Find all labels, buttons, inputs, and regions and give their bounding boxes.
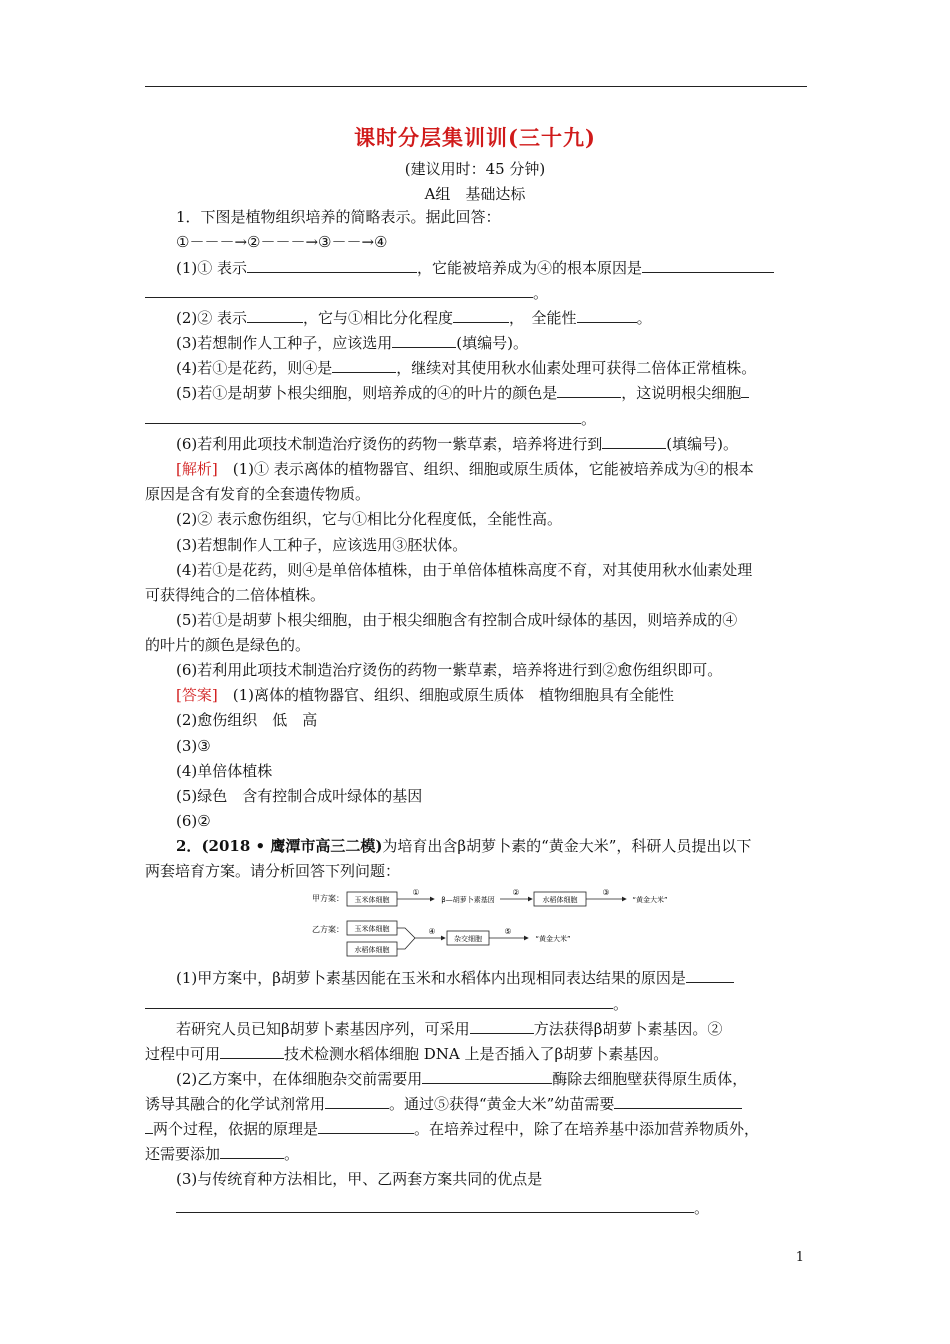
analysis-line-5: (4)若①是花药，则④是单倍体植株，由于单倍体植株高度不育，对其使用秋水仙素处理 bbox=[176, 561, 753, 579]
answer-line-2: (2)愈伤组织 低 高 bbox=[176, 711, 318, 729]
analysis-line-9: (6)若利用此项技术制造治疗烫伤的药物一紫草素，培养将进行到②愈伤组织即可。 bbox=[176, 661, 723, 679]
time-hint: (建议用时：45 分钟) bbox=[404, 160, 546, 178]
analysis-line-4: (3)若想制作人工种子，应该选用③胚状体。 bbox=[176, 536, 468, 554]
q2-stem-2: 两套培育方案。请分析回答下列问题： bbox=[145, 862, 401, 880]
q1-part6: (6)若利用此项技术制造治疗烫伤的药物一紫草素，培养将进行到 (填编号)。 bbox=[176, 435, 738, 453]
breeding-plan-diagram bbox=[300, 884, 700, 964]
step-4: ④ bbox=[428, 927, 436, 936]
q2-part2-c: 两个过程，依据的原理是 。在培养过程中，除了在培养基中添加营养物质外， bbox=[145, 1119, 807, 1139]
q1-part1: (1)① 表示 ，它能被培养成为④的根本原因是 bbox=[176, 258, 807, 278]
q2-part2-d: 还需要添加 。 bbox=[145, 1145, 300, 1163]
corn-cell-a: 玉米体细胞 bbox=[354, 896, 390, 904]
analysis-line-1: [解析] (1)① 表示离体的植物器官、组织、细胞或原生质体，它能被培养成为④的根本 bbox=[176, 460, 754, 478]
q2-part2: (2)乙方案中，在体细胞杂交前需要用 酶除去细胞壁获得原生质体， bbox=[176, 1070, 748, 1088]
analysis-line-7: (5)若①是胡萝卜根尖细胞，由于根尖细胞含有控制合成叶绿体的基因，则培养成的④ bbox=[176, 611, 738, 629]
q1-stem: 1．下图是植物组织培养的简略表示。据此回答： bbox=[176, 208, 501, 226]
merge-line-top bbox=[397, 928, 415, 938]
q2-part1-b: 若研究人员已知β胡萝卜素基因序列，可采用 方法获得β胡萝卜素基因。② bbox=[176, 1020, 723, 1038]
rice-cell-a: 水稻体细胞 bbox=[542, 896, 578, 904]
page-title: 课时分层集训训(三十九) bbox=[354, 125, 596, 150]
analysis-line-6: 可获得纯合的二倍体植株。 bbox=[145, 586, 326, 604]
rice-cell-b: 水稻体细胞 bbox=[354, 946, 390, 954]
plan-b-label: 乙方案： bbox=[312, 925, 344, 934]
merge-line-bottom bbox=[397, 938, 415, 949]
q2-part1-cont: 。 bbox=[145, 994, 807, 1014]
page-number: 1 bbox=[795, 1250, 804, 1265]
q1-part2: (2)② 表示 ，它与①相比分化程度 ， 全能性 。 bbox=[176, 309, 652, 327]
answer-line-6: (6)② bbox=[176, 812, 211, 830]
q1-part5-cont: 。 bbox=[145, 409, 807, 429]
q1-part1-cont: 。 bbox=[145, 283, 807, 303]
golden-rice-a: “黄金大米” bbox=[632, 896, 668, 904]
answer-tag: [答案] bbox=[176, 686, 218, 704]
answer-line-4: (4)单倍体植株 bbox=[176, 762, 273, 780]
answer-line-3: (3)③ bbox=[176, 737, 211, 755]
step-2: ② bbox=[512, 888, 520, 897]
plan-a-label: 甲方案： bbox=[312, 894, 344, 903]
hybrid-cell: 杂交细胞 bbox=[454, 935, 482, 943]
analysis-tag: [解析] bbox=[176, 460, 218, 478]
answer-line-1: [答案] (1)离体的植物器官、组织、细胞或原生质体 植物细胞具有全能性 bbox=[176, 686, 674, 704]
q2-stem-1: 2．(2018 • 鹰潭市高三二模)为培育出含β胡萝卜素的“黄金大米”，科研人员提出以下 bbox=[176, 837, 752, 855]
q1-flow: ①－－－→②－－－→③－－→④ bbox=[176, 233, 388, 251]
top-rule bbox=[145, 86, 807, 87]
answer-line-5: (5)绿色 含有控制合成叶绿体的基因 bbox=[176, 787, 423, 805]
analysis-line-3: (2)② 表示愈伤组织，它与①相比分化程度低，全能性高。 bbox=[176, 510, 563, 528]
step-5: ⑤ bbox=[504, 927, 512, 936]
q2-part3-cont: 。 bbox=[176, 1198, 807, 1218]
analysis-line-2: 原因是含有发育的全套遗传物质。 bbox=[145, 485, 371, 503]
group-heading: A组 基础达标 bbox=[424, 185, 526, 203]
golden-rice-b: “黄金大米” bbox=[535, 935, 571, 943]
step-3: ③ bbox=[602, 888, 610, 897]
corn-cell-b: 玉米体细胞 bbox=[354, 925, 390, 933]
step-1: ① bbox=[412, 888, 420, 897]
q2-part2-b: 诱导其融合的化学试剂常用 。通过⑤获得“黄金大米”幼苗需要 bbox=[145, 1094, 807, 1114]
q1-part4: (4)若①是花药，则④是 ，继续对其使用秋水仙素处理可获得二倍体正常植株。 bbox=[176, 359, 757, 377]
gene-label: β—胡萝卜素基因 bbox=[441, 896, 495, 904]
q2-part1: (1)甲方案中，β胡萝卜素基因能在玉米和水稻体内出现相同表达结果的原因是 bbox=[176, 968, 807, 988]
q2-part1-c: 过程中可用 技术检测水稻体细胞 DNA 上是否插入了β胡萝卜素基因。 bbox=[145, 1045, 669, 1063]
q2-part3: (3)与传统育种方法相比，甲、乙两套方案共同的优点是 bbox=[176, 1170, 543, 1188]
q1-part5: (5)若①是胡萝卜根尖细胞，则培养成的④的叶片的颜色是 ，这说明根尖细胞 bbox=[176, 383, 807, 403]
q1-part3: (3)若想制作人工种子，应该选用 (填编号)。 bbox=[176, 334, 528, 352]
analysis-line-8: 的叶片的颜色是绿色的。 bbox=[145, 636, 311, 654]
